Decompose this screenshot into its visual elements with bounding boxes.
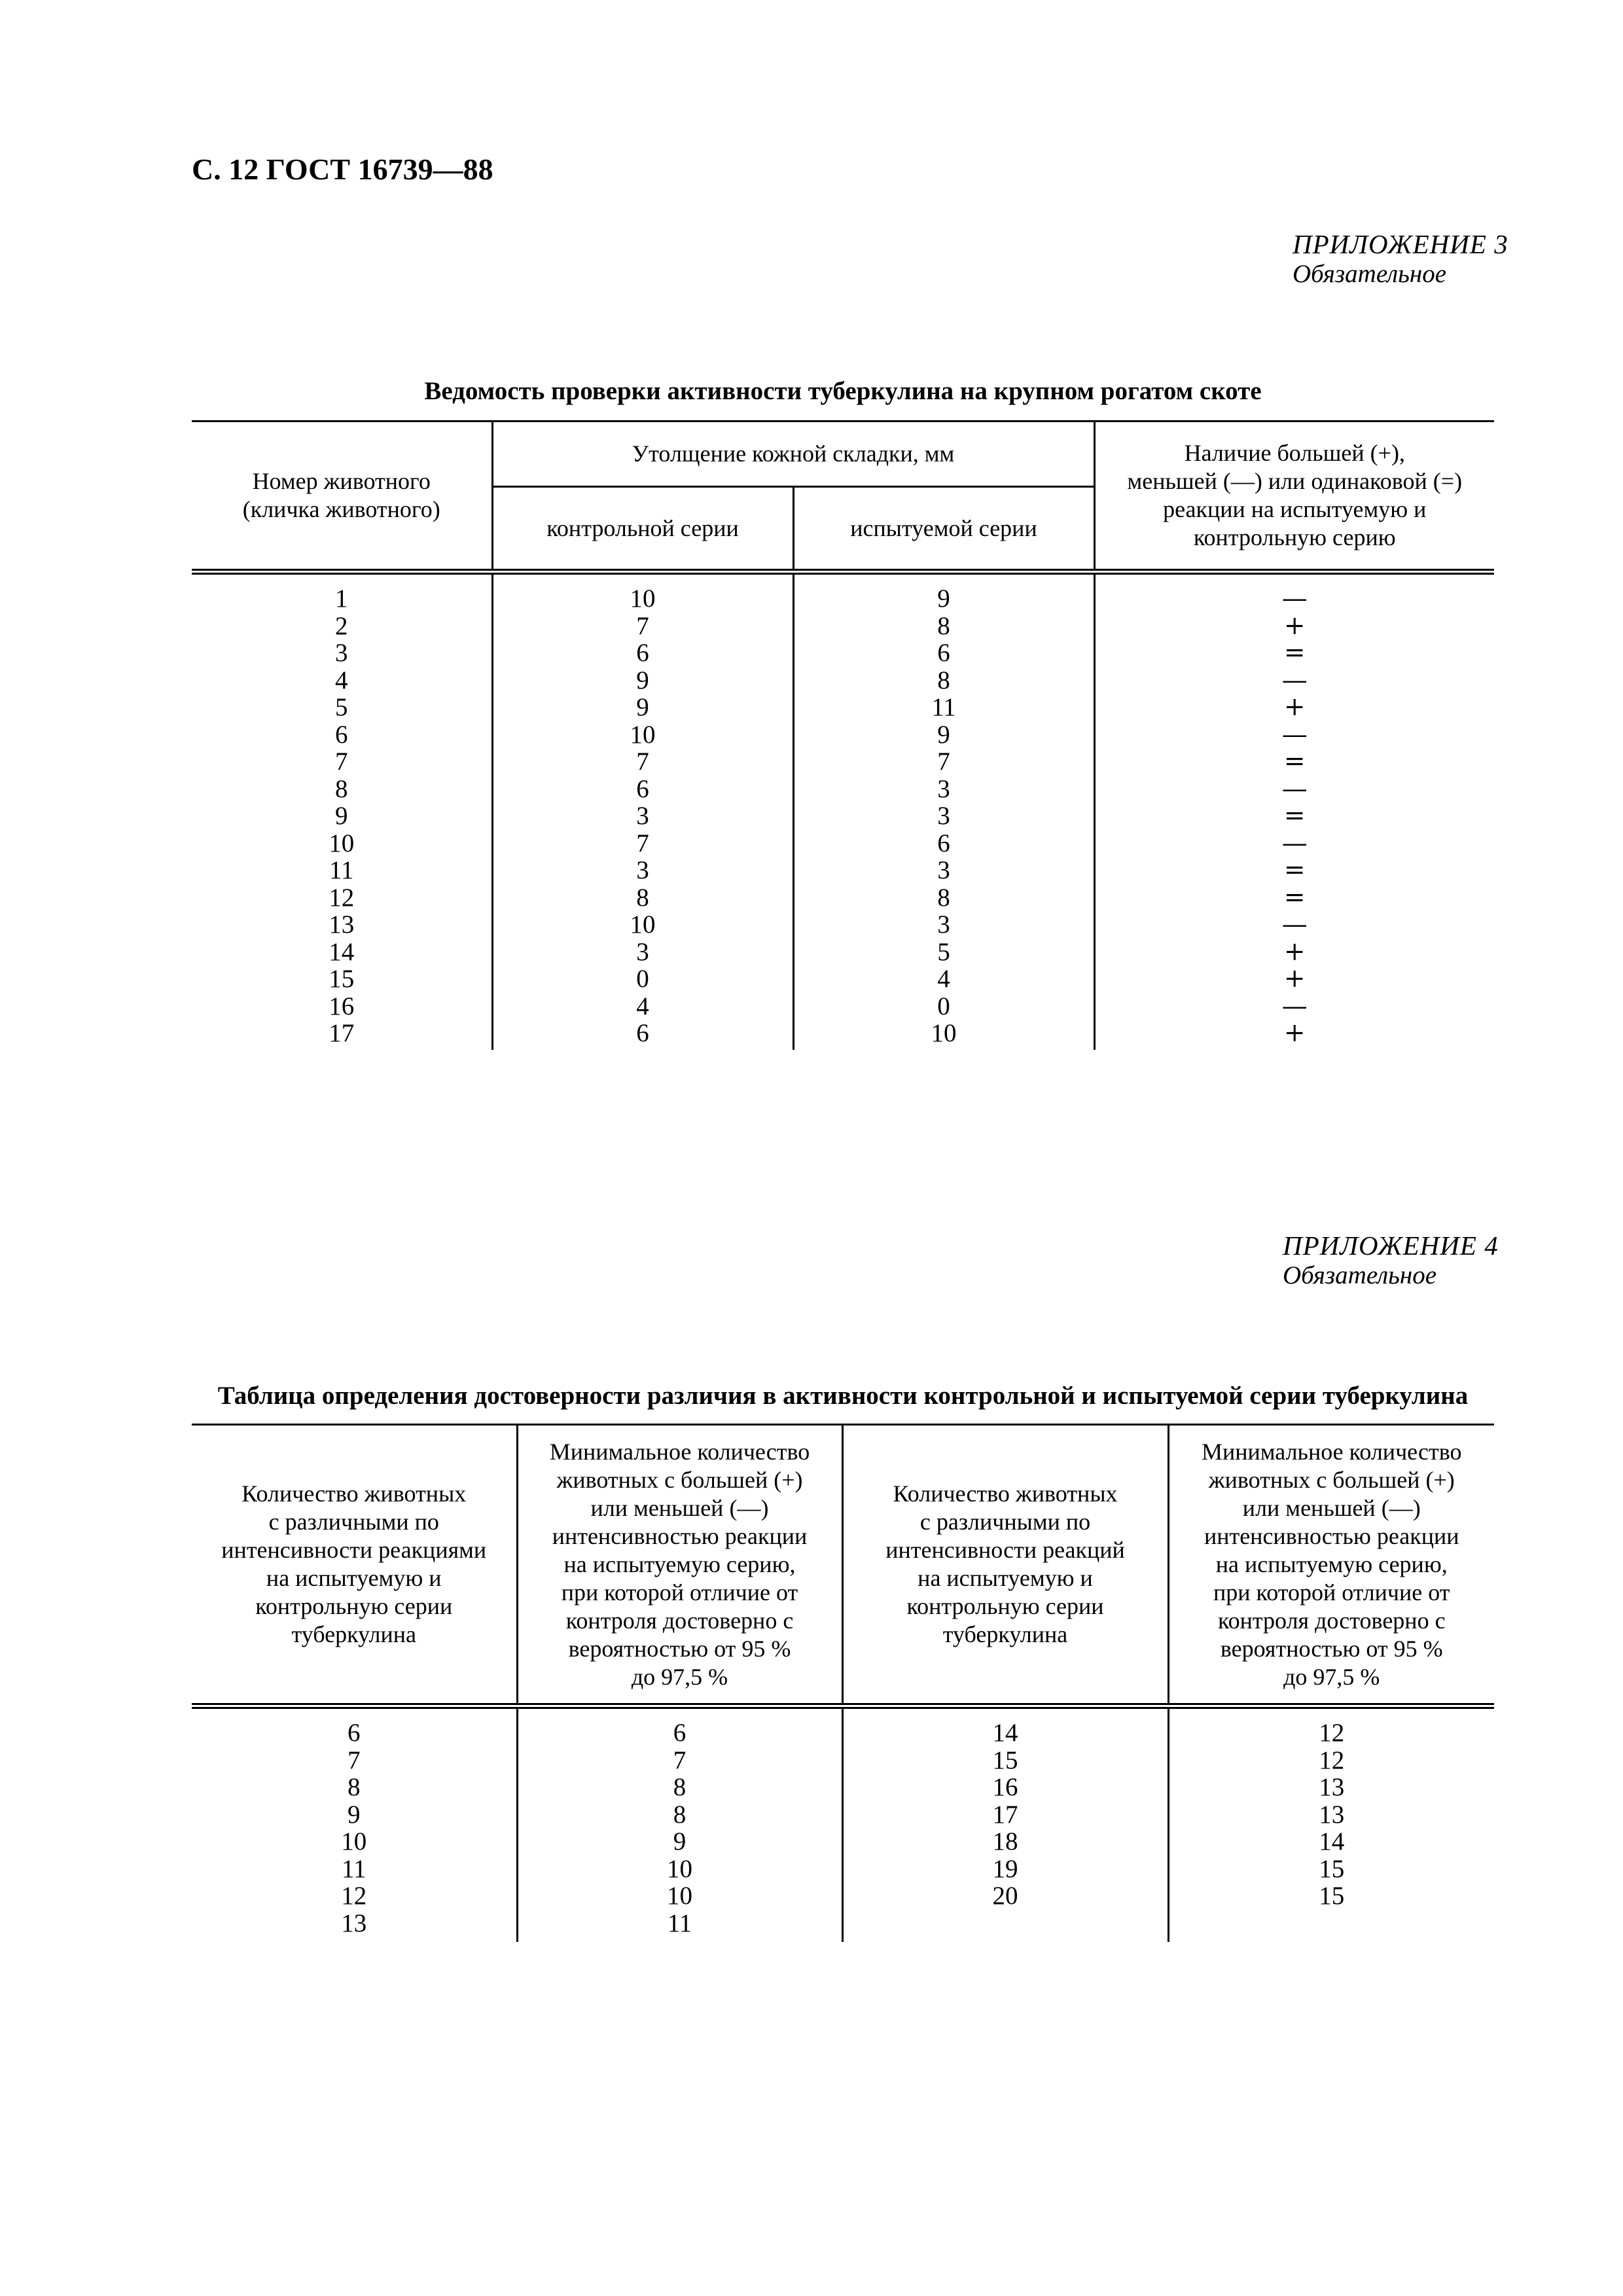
table1-cell-animal: 8: [335, 774, 348, 803]
table2-cell-count: 6: [348, 1719, 361, 1747]
table1-cell-control: 7: [636, 611, 649, 640]
table1-cell-reaction: +: [1283, 1018, 1306, 1048]
table2-header-count-text: [192, 1480, 516, 1649]
table1-cell-reaction: +: [1283, 937, 1306, 967]
header-line: Минимальное количество: [1201, 1438, 1462, 1465]
table2-cell-min: 7: [673, 1746, 687, 1774]
table1-cell-tested: 9: [937, 584, 950, 613]
table2-header-count: [192, 1425, 517, 1706]
table1-cell-tested: 0: [937, 992, 950, 1020]
table1-header-reaction-text: [1096, 439, 1495, 552]
table1-cell-tested: 8: [937, 666, 950, 694]
table2-cell-count2: 18: [992, 1827, 1018, 1856]
table1-cell-tested: 4: [937, 965, 950, 993]
header-line: реакции на испытуемую и: [1163, 496, 1427, 522]
table2-header-min2-text: [1169, 1438, 1495, 1691]
header-line: на испытуемую и: [918, 1565, 1093, 1591]
header-line: до 97,5 %: [631, 1663, 728, 1690]
header-line: интенсивности реакциями: [221, 1537, 487, 1563]
table2-cell-min2: 15: [1319, 1882, 1345, 1910]
header-line: животных с большей (+): [556, 1466, 803, 1493]
table1-cell-animal: 7: [335, 747, 348, 776]
table1-cell-reaction: —: [1281, 828, 1308, 858]
table1-cell-animal: 5: [335, 693, 348, 721]
header-line: контрольную серии: [255, 1593, 453, 1619]
header-line: контрольную серию: [1193, 524, 1396, 550]
table2-header-min-text: [518, 1438, 842, 1691]
table1-cell-animal: 10: [329, 829, 355, 857]
table1-cell-animal: 14: [329, 937, 355, 966]
table1-cell-tested: 6: [937, 829, 950, 857]
table1-cell-tested: 10: [931, 1019, 957, 1047]
table2-cell-min2: 13: [1319, 1800, 1345, 1829]
table1-column-control: [492, 572, 793, 1050]
table1-cell-animal: 13: [329, 910, 355, 939]
header-line: при которой отличие от: [1213, 1579, 1450, 1605]
table1-cell-control: 7: [636, 829, 649, 857]
table2-cell-min2: 13: [1319, 1773, 1345, 1801]
header-line: на испытуемую серию,: [1215, 1551, 1448, 1577]
table1-header-tested: испытуемой серии: [793, 487, 1094, 572]
header-line: с различными по: [268, 1509, 439, 1535]
header-line: на испытуемую серию,: [563, 1551, 796, 1577]
table2-cell-count2: 20: [992, 1882, 1018, 1910]
appendix3-title: ПРИЛОЖЕНИЕ 3: [1293, 229, 1508, 259]
table1-cell-tested: 3: [937, 774, 950, 803]
header-line: Наличие большей (+),: [1184, 440, 1405, 466]
table1-cell-reaction: +: [1283, 611, 1306, 641]
table1-cell-control: 3: [636, 856, 649, 884]
table1-cell-control: 4: [636, 992, 649, 1020]
header-line: вероятностью от 95 %: [568, 1635, 791, 1662]
header-line: или меньшей (—): [1242, 1494, 1421, 1521]
table2-body-row: [192, 1706, 1494, 1942]
table1-cell-reaction: —: [1281, 991, 1308, 1021]
table2-cell-min: 10: [667, 1854, 692, 1883]
table2-cell-min: 9: [673, 1827, 687, 1856]
table2-column-min2: [1168, 1706, 1494, 1942]
table2-cell-count2: 16: [992, 1773, 1018, 1801]
table2-cell-count: 7: [348, 1746, 361, 1774]
table1-cell-control: 8: [636, 883, 649, 912]
table1-cell-reaction: —: [1281, 665, 1308, 695]
header-line: интенсивности реакций: [885, 1537, 1125, 1563]
table2-column-count: [192, 1706, 517, 1942]
table1-cell-tested: 6: [937, 639, 950, 667]
table2-cell-count: 13: [341, 1909, 367, 1937]
table1-cell-tested: 3: [937, 802, 950, 830]
table1-cell-control: 0: [636, 965, 649, 993]
appendix3-subtitle: Обязательное: [1293, 260, 1447, 288]
header-line: интенсивностью реакции: [1204, 1522, 1459, 1549]
table1-cell-tested: 8: [937, 611, 950, 640]
table1-cell-reaction: —: [1281, 774, 1308, 804]
header-line: при которой отличие от: [561, 1579, 798, 1605]
table1-cell-tested: 5: [937, 937, 950, 966]
table1-cell-reaction: +: [1283, 692, 1306, 722]
header-line: Номер животного: [252, 468, 431, 494]
header-line: контрольную серии: [906, 1593, 1104, 1619]
table2-cell-min: 6: [673, 1719, 687, 1747]
table2-cell-min2: 12: [1319, 1746, 1345, 1774]
table2-header-count2: [842, 1425, 1168, 1706]
appendix4-block: [1283, 1230, 1499, 1291]
table2-column-min: [517, 1706, 842, 1942]
header-line: Количество животных: [241, 1480, 467, 1507]
header-line: (кличка животного): [242, 496, 440, 522]
table2-title: Таблица определения достоверности различия в активности контрольной и испытуемой серии туберкулина: [217, 1382, 1469, 1410]
table1-title: Ведомость проверки активности туберкулина на крупном рогатом скоте: [424, 377, 1262, 405]
table2-cell-count2: 17: [992, 1800, 1018, 1829]
header-line: или меньшей (—): [590, 1494, 769, 1521]
table1-cell-control: 9: [636, 693, 649, 721]
header-line: Количество животных: [893, 1480, 1118, 1507]
header-line: Минимальное количество: [549, 1438, 810, 1465]
table1-cell-control: 3: [636, 937, 649, 966]
table1-cell-animal: 6: [335, 720, 348, 749]
table1-cell-reaction: =: [1283, 882, 1306, 912]
table1-header-animal-text: [192, 467, 491, 524]
table2-cell-count: 10: [341, 1827, 367, 1856]
table1-column-tested: [793, 572, 1094, 1050]
table1-header-thickening: Утолщение кожной складки, мм: [492, 422, 1094, 487]
table2-column-count2: [842, 1706, 1168, 1942]
table1-column-reaction: [1094, 572, 1494, 1050]
table2-cell-min: 11: [667, 1909, 692, 1937]
table1-cell-animal: 2: [335, 611, 348, 640]
table1-cell-tested: 8: [937, 883, 950, 912]
table1-cell-tested: 3: [937, 910, 950, 939]
table1-cell-reaction: =: [1283, 747, 1306, 776]
table1-cell-control: 3: [636, 802, 649, 830]
table1-cell-control: 10: [630, 720, 656, 749]
table1-cell-animal: 11: [329, 856, 354, 884]
table1-cell-reaction: —: [1281, 910, 1308, 939]
header-line: меньшей (—) или одинаковой (=): [1127, 468, 1463, 494]
table1-cell-animal: 3: [335, 639, 348, 667]
table2-cell-min: 8: [673, 1773, 687, 1801]
table1-cell-control: 10: [630, 584, 656, 613]
table1-cell-control: 6: [636, 639, 649, 667]
table2-cell-count2: 14: [992, 1719, 1018, 1747]
table2-cell-min: 8: [673, 1800, 687, 1829]
header-line: на испытуемую и: [266, 1565, 442, 1591]
table2-cell-count: 8: [348, 1773, 361, 1801]
table2-header-count2-text: [844, 1480, 1168, 1649]
table1-header-animal: [192, 422, 492, 572]
header-line: туберкулина: [942, 1621, 1068, 1647]
table1-cell-reaction: +: [1283, 964, 1306, 994]
table2-cell-count: 9: [348, 1800, 361, 1829]
header-line: вероятностью от 95 %: [1220, 1635, 1443, 1662]
table1-cell-reaction: —: [1281, 719, 1308, 749]
table1-cell-reaction: =: [1283, 801, 1306, 831]
table1-column-animal: [192, 572, 492, 1050]
table1-cell-control: 10: [630, 910, 656, 939]
table2-cell-count2: 15: [992, 1746, 1018, 1774]
appendix4-title: ПРИЛОЖЕНИЕ 4: [1283, 1230, 1499, 1261]
table2-cell-min2: 12: [1319, 1719, 1345, 1747]
table1-cell-reaction: =: [1283, 855, 1306, 885]
table2-header-min: [517, 1425, 842, 1706]
table2-cell-count2: 19: [992, 1854, 1018, 1883]
appendix4-subtitle: Обязательное: [1283, 1261, 1437, 1289]
table2-cell-min2: 15: [1319, 1854, 1345, 1883]
table1-cell-control: 6: [636, 774, 649, 803]
table2-cell-min: 10: [667, 1882, 692, 1910]
table1-cell-reaction: =: [1283, 638, 1306, 668]
table1-cell-animal: 17: [329, 1019, 355, 1047]
header-line: животных с большей (+): [1208, 1466, 1455, 1493]
table1-cell-tested: 9: [937, 720, 950, 749]
table1: [192, 420, 1494, 1050]
table1-cell-tested: 11: [931, 693, 956, 721]
table1-cell-control: 6: [636, 1019, 649, 1047]
table2-cell-count: 12: [341, 1882, 367, 1910]
table1-cell-control: 9: [636, 666, 649, 694]
table1-cell-animal: 16: [329, 992, 355, 1020]
table1-header-control: контрольной серии: [492, 487, 793, 572]
table2-header-min2: [1168, 1425, 1494, 1706]
header-line: контроля достоверно с: [565, 1607, 794, 1634]
page-header: С. 12 ГОСТ 16739—88: [192, 152, 493, 186]
table1-cell-animal: 1: [335, 584, 348, 613]
table1-cell-tested: 7: [937, 747, 950, 776]
table2: [192, 1424, 1494, 1942]
appendix3-block: [1293, 229, 1508, 289]
table1-cell-animal: 15: [329, 965, 355, 993]
table1-cell-animal: 9: [335, 802, 348, 830]
table1-cell-control: 7: [636, 747, 649, 776]
header-line: до 97,5 %: [1283, 1663, 1380, 1690]
header-line: туберкулина: [291, 1621, 416, 1647]
table1-cell-reaction: —: [1281, 584, 1308, 613]
table2-cell-count: 11: [341, 1854, 366, 1883]
table1-cell-animal: 4: [335, 666, 348, 694]
header-line: интенсивностью реакции: [552, 1522, 808, 1549]
table1-cell-tested: 3: [937, 856, 950, 884]
table1-cell-animal: 12: [329, 883, 355, 912]
table2-cell-min2: 14: [1319, 1827, 1345, 1856]
header-line: с различными по: [919, 1509, 1091, 1535]
table1-header-reaction: [1094, 422, 1494, 572]
table1-body-row: [192, 572, 1494, 1050]
header-line: контроля достоверно с: [1217, 1607, 1446, 1634]
